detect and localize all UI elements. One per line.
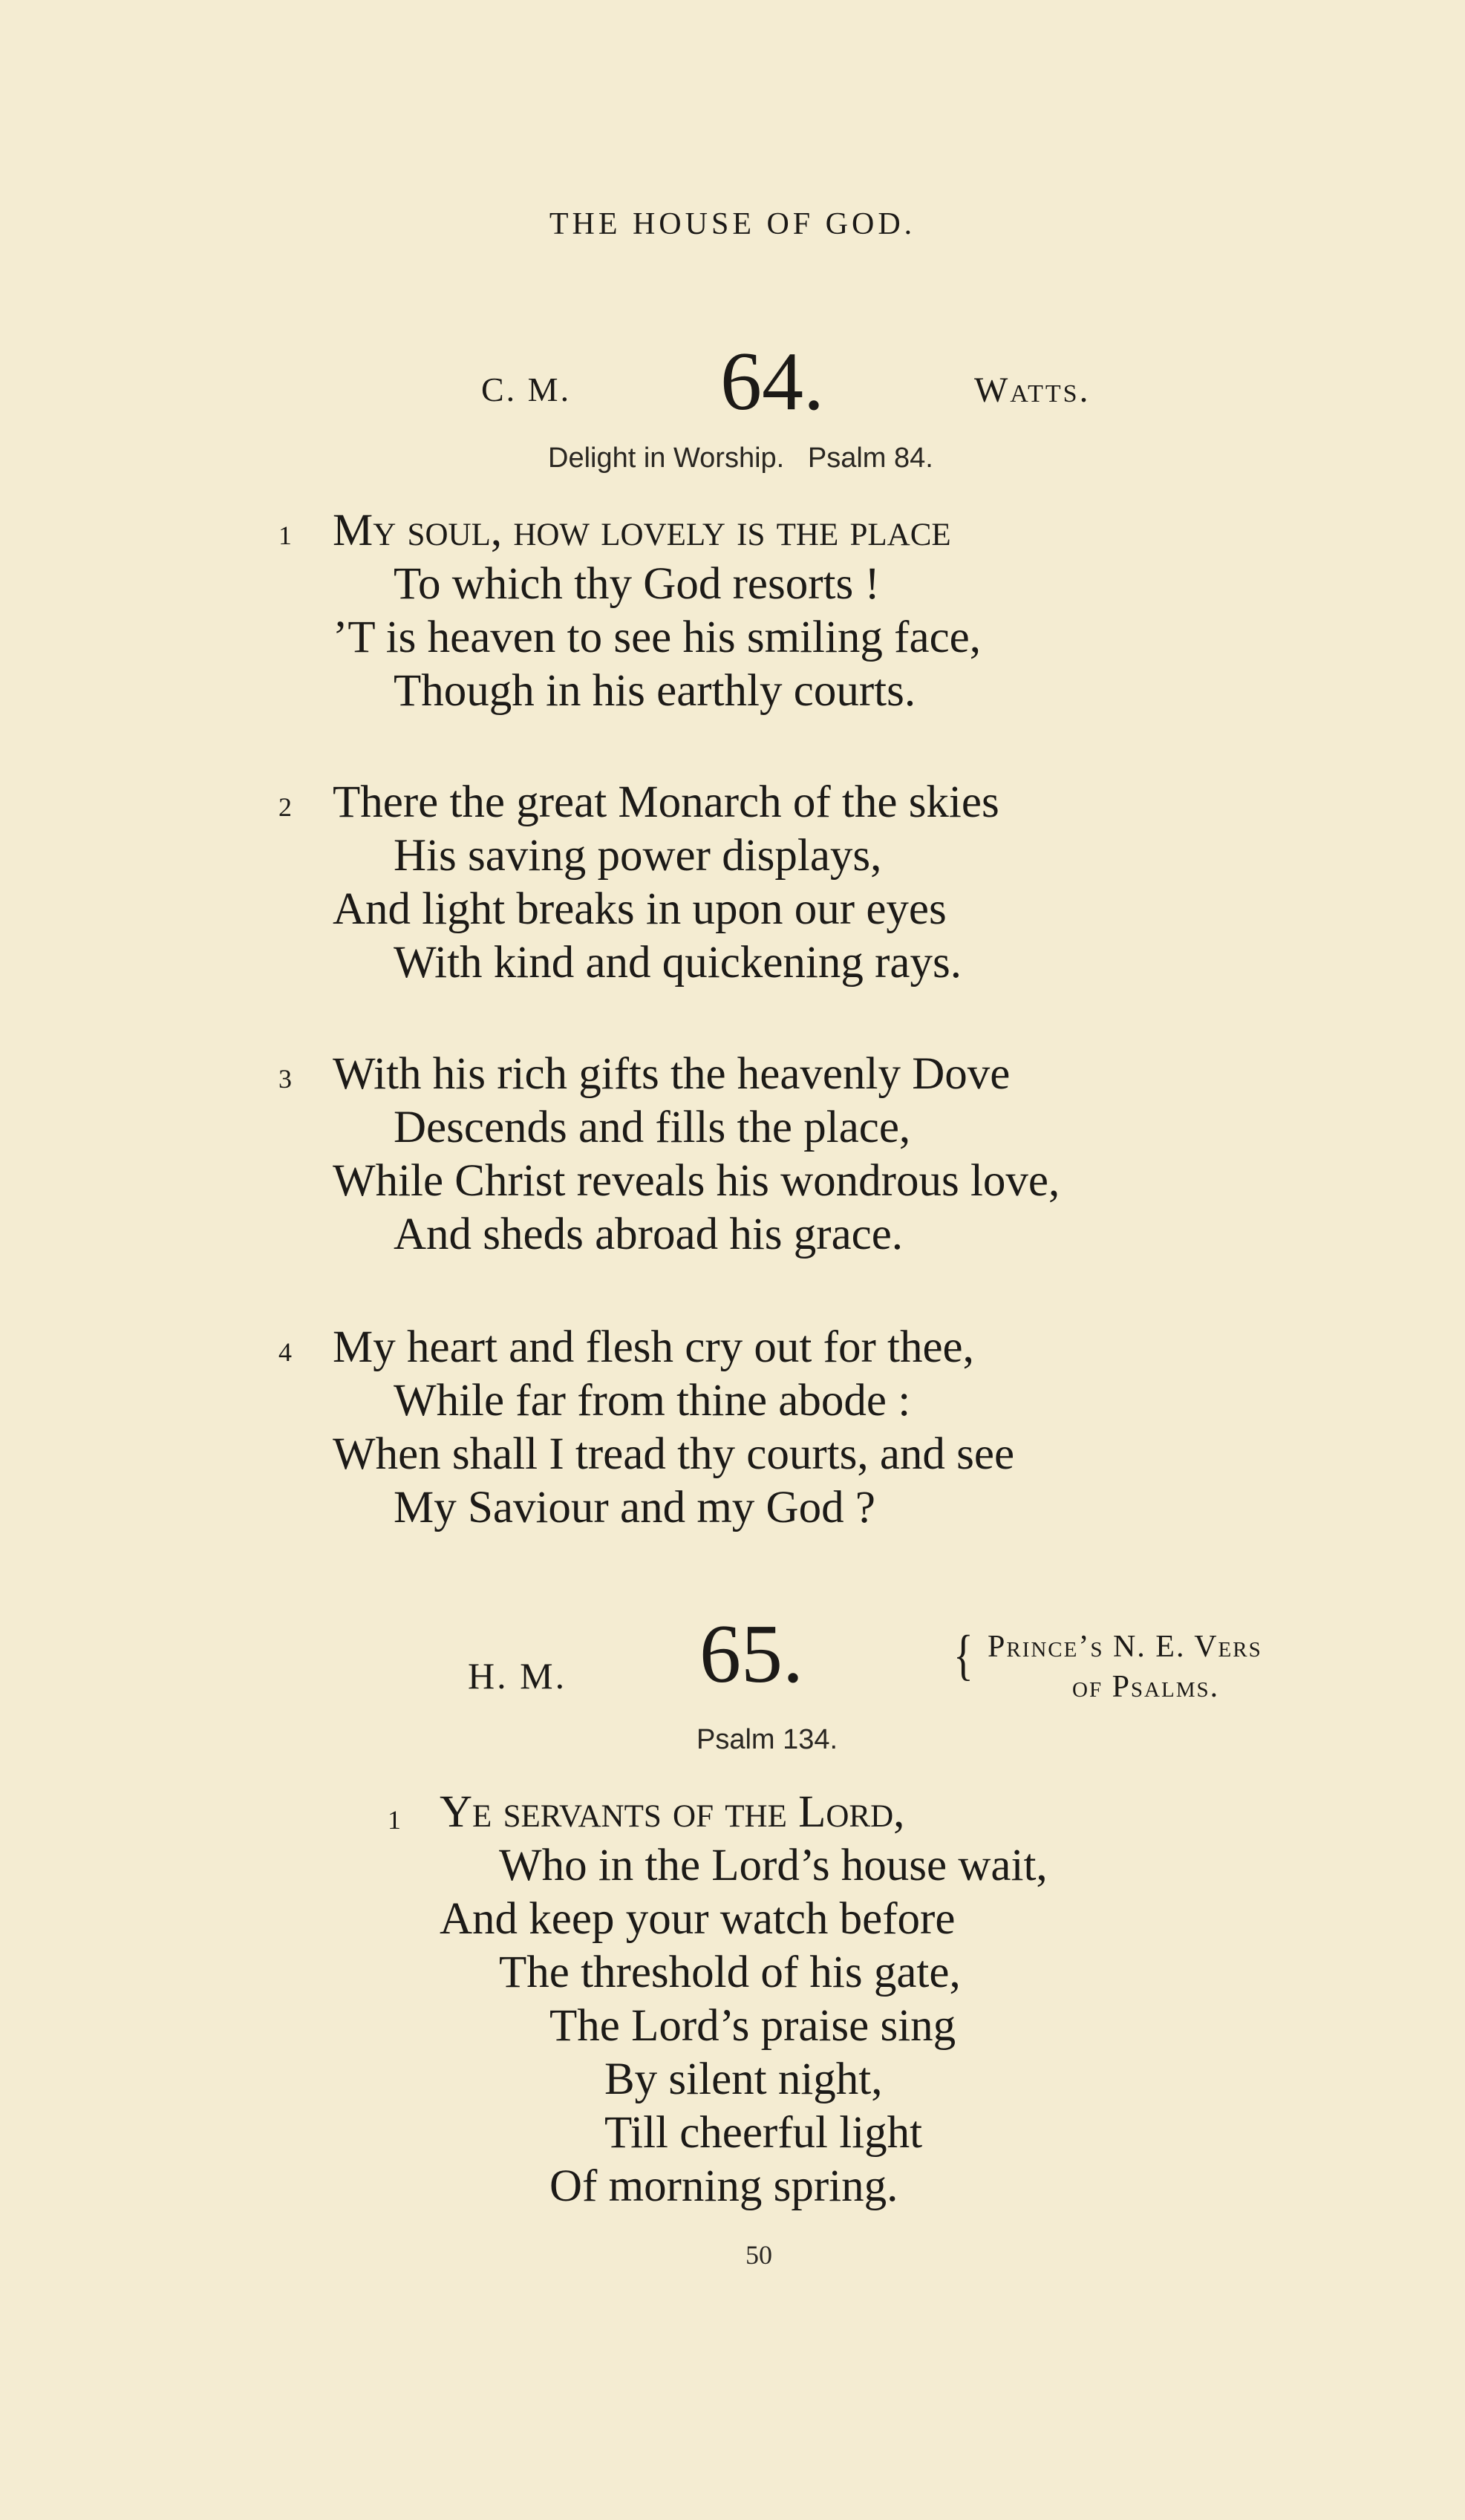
hymn-64-stanza-2-number: 2 <box>278 792 292 822</box>
hymn-65-line-2: Who in the Lord’s house wait, <box>499 1841 1048 1890</box>
hymn-64-number: 64. <box>720 336 824 428</box>
hymn-64-s4-line-1: My heart and flesh cry out for thee, <box>333 1322 974 1372</box>
hymn-65-attribution-line-1: Prince’s N. E. Vers <box>988 1630 1262 1664</box>
hymn-64-s3-line-1: With his rich gifts the heavenly Dove <box>333 1049 1011 1099</box>
hymn-64-s2-line-3: And light breaks in upon our eyes <box>333 884 947 934</box>
hymn-65-line-6: By silent night, <box>604 2054 883 2104</box>
hymn-64-s4-line-2: While far from thine abode : <box>394 1376 911 1426</box>
hymn-65-line-8: Of morning spring. <box>549 2161 898 2211</box>
hymn-64-s3-line-2: Descends and fills the place, <box>394 1103 911 1152</box>
hymn-64-s1-line-4: Though in his earthly courts. <box>394 666 916 716</box>
hymn-64-stanza-1-number: 1 <box>278 520 292 550</box>
hymn-64-s1-line-2: To which thy God resorts ! <box>394 559 880 609</box>
hymn-65-number: 65. <box>699 1608 803 1700</box>
hymn-64-s3-line-4: And sheds abroad his grace. <box>394 1210 904 1259</box>
hymn-64-stanza-4-number: 4 <box>278 1337 292 1367</box>
hymn-65-line-1: Ye servants of the Lord, <box>440 1787 905 1837</box>
hymn-65-subtitle: Psalm 134. <box>696 1724 838 1755</box>
hymn-65-stanza-1-number: 1 <box>388 1805 401 1835</box>
hymn-64-s2-line-4: With kind and quickening rays. <box>394 938 962 988</box>
hymn-65-line-7: Till cheerful light <box>604 2108 923 2158</box>
hymn-64-s2-line-1: There the great Monarch of the skies <box>333 777 999 827</box>
hymn-65-attribution-line-2: of Psalms. <box>1072 1670 1220 1704</box>
hymn-64-s4-line-3: When shall I tread thy courts, and see <box>333 1429 1015 1479</box>
hymn-64-author: Watts. <box>974 371 1091 410</box>
page-number: 50 <box>745 2240 772 2270</box>
hymn-64-s2-line-2: His saving power displays, <box>394 831 882 881</box>
hymn-64-s1-line-1: My soul, how lovely is the place <box>333 506 951 555</box>
hymn-65-line-4: The threshold of his gate, <box>499 1948 961 1997</box>
hymn-64-stanza-3-number: 3 <box>278 1064 292 1094</box>
hymn-64-s1-line-3: ’T is heaven to see his smiling face, <box>333 613 981 662</box>
hymn-64-s4-line-4: My Saviour and my God ? <box>394 1483 875 1532</box>
running-head: THE HOUSE OF GOD. <box>549 207 916 241</box>
hymn-64-meter: C. M. <box>481 371 572 408</box>
hymn-64-s3-line-3: While Christ reveals his wondrous love, <box>333 1156 1060 1206</box>
attribution-brace: { <box>953 1624 973 1687</box>
hymn-65-line-3: And keep your watch before <box>440 1894 956 1944</box>
hymn-64-subtitle: Delight in Worship. Psalm 84. <box>548 443 933 474</box>
hymn-65-meter: H. M. <box>468 1655 567 1697</box>
hymn-65-line-5: The Lord’s praise sing <box>549 2001 956 2051</box>
